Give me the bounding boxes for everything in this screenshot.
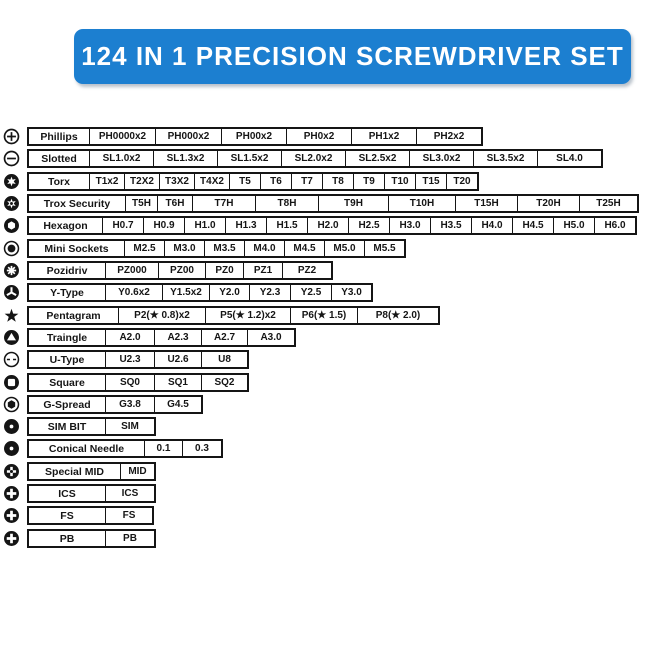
bit-size-cell: M2.5 [124,241,164,256]
bit-size-cell: M3.0 [164,241,204,256]
bit-size-cell: H1.3 [225,218,266,233]
bit-strip [27,127,483,146]
bit-size-cell: Y2.5 [290,285,331,300]
bit-size-cell: 0.3 [182,441,221,456]
bit-type-label: Square [49,376,85,389]
bit-strip [27,306,440,325]
bit-size-cell: P8(★ 2.0) [357,308,438,323]
bit-size-cell: M5.5 [364,241,404,256]
bit-strip [27,439,223,458]
bit-size-cell: U2.3 [105,352,154,367]
bit-size-cell: U8 [201,352,247,367]
bit-type-label: Slotted [41,152,77,165]
bit-type-label: SIM BIT [47,420,87,433]
bit-size-cell: PZ2 [282,263,331,278]
bit-size-cell: T20 [446,174,477,189]
bit-size-cell: PB [105,531,154,546]
bit-size-cell: SL1.3x2 [153,151,217,166]
bit-size-cell: P2(★ 0.8)x2 [118,308,205,323]
bit-size-cell: T3X2 [159,174,194,189]
bit-strip [27,283,373,302]
bit-strip [27,216,637,235]
bit-strip [27,328,296,347]
bit-size-cell: H3.5 [430,218,471,233]
bit-size-cell: T5 [229,174,260,189]
bit-type-label: G-Spread [43,398,91,411]
phillips-filled-icon [3,530,20,547]
bit-type-label: Pozidriv [46,264,88,277]
bit-size-cell: SQ2 [201,375,247,390]
bit-size-cell: SL1.0x2 [89,151,153,166]
bit-size-cell: SL2.5x2 [345,151,409,166]
bit-strip [27,506,154,525]
bit-size-cell: H2.0 [307,218,348,233]
bit-size-cell: H2.5 [348,218,389,233]
bit-size-cell: PZ000 [105,263,158,278]
bit-size-cell: T10 [384,174,415,189]
bit-strip [27,172,479,191]
bit-type-label: Conical Needle [48,442,125,455]
bit-type-label: ICS [58,487,76,500]
bit-size-cell: T2X2 [124,174,159,189]
bit-size-cell: H4.0 [471,218,512,233]
bit-size-cell: H0.9 [143,218,184,233]
pentagram-icon [3,307,20,324]
bit-size-cell: SIM [105,419,154,434]
bit-strip [27,395,203,414]
bit-size-cell: H3.0 [389,218,430,233]
bit-size-cell: U2.6 [154,352,201,367]
mini-socket-icon [3,240,20,257]
bit-size-cell: ICS [105,486,154,501]
page-title: 124 IN 1 PRECISION SCREWDRIVER SET [81,41,624,71]
bit-size-cell: P5(★ 1.2)x2 [205,308,290,323]
u-type-icon [3,351,20,368]
bit-type-label: Torx [48,175,70,188]
bit-size-cell: M4.0 [244,241,284,256]
bit-size-cell: A2.3 [154,330,201,345]
bit-size-cell: PZ00 [158,263,205,278]
bit-size-cell: T9H [318,196,388,211]
bit-size-cell: 0.1 [144,441,182,456]
bit-type-label: Mini Sockets [44,242,109,255]
phillips-filled-icon [3,485,20,502]
bit-size-cell: T4X2 [194,174,229,189]
hexagon-icon [3,217,20,234]
bit-size-cell: P6(★ 1.5) [290,308,357,323]
bit-type-label: FS [60,509,74,522]
bit-size-cell: T15 [415,174,446,189]
bit-size-cell: T15H [455,196,517,211]
bit-size-cell: T8H [255,196,318,211]
bit-size-cell: H6.0 [594,218,635,233]
bit-size-cell: PH000x2 [155,129,221,144]
bit-size-cell: Y0.6x2 [105,285,162,300]
bit-size-cell: Y2.0 [209,285,249,300]
bit-size-cell: A2.7 [201,330,247,345]
bit-size-cell: T6 [260,174,291,189]
bit-type-label: U-Type [49,353,85,366]
phillips-icon [3,128,20,145]
bit-strip [27,462,156,481]
bit-size-cell: M5.0 [324,241,364,256]
bit-strip [27,149,603,168]
title-banner [74,29,631,84]
bit-size-cell: SL1.5x2 [217,151,281,166]
bit-size-cell: T10H [388,196,455,211]
bit-size-cell: T8 [322,174,353,189]
bit-size-cell: M3.5 [204,241,244,256]
sim-bit-icon [3,418,20,435]
y-type-icon [3,284,20,301]
bit-size-cell: H0.7 [102,218,143,233]
bit-size-cell: PH0x2 [286,129,351,144]
phillips-filled-icon [3,507,20,524]
bit-strip [27,373,249,392]
pozidriv-icon [3,262,20,279]
square-icon [3,374,20,391]
slotted-icon [3,150,20,167]
bit-size-cell: T1x2 [89,174,124,189]
bit-size-cell: Y2.3 [249,285,290,300]
g-spread-icon [3,396,20,413]
triangle-icon [3,329,20,346]
bit-size-cell: H1.0 [184,218,225,233]
bit-type-label: Traingle [46,331,88,344]
bit-size-cell: SQ0 [105,375,154,390]
bit-size-cell: T6H [157,196,192,211]
bit-size-cell: PH1x2 [351,129,416,144]
bit-size-cell: PZ0 [205,263,243,278]
bit-size-cell: A2.0 [105,330,154,345]
bit-strip [27,350,249,369]
bit-size-cell: T25H [579,196,637,211]
bit-strip [27,194,639,213]
bit-strip [27,484,156,503]
bit-size-cell: PZ1 [243,263,282,278]
bit-size-cell: H5.0 [553,218,594,233]
bit-size-cell: SL2.0x2 [281,151,345,166]
bit-size-cell: T7H [192,196,255,211]
bit-size-cell: H4.5 [512,218,553,233]
bit-size-cell: PH2x2 [416,129,481,144]
torx-icon [3,173,20,190]
bit-size-cell: A3.0 [247,330,294,345]
bit-size-cell: G4.5 [154,397,201,412]
bit-size-cell: FS [105,508,152,523]
torx-security-icon [3,195,20,212]
special-mid-icon [3,463,20,480]
bit-type-label: Trox Security [43,197,111,210]
bit-size-cell: H1.5 [266,218,307,233]
bit-size-cell: T20H [517,196,579,211]
bit-size-cell: SL3.5x2 [473,151,537,166]
bit-size-cell: SQ1 [154,375,201,390]
bit-type-label: Pentagram [46,309,101,322]
bit-type-label: Special MID [45,465,104,478]
bit-size-cell: PH00x2 [221,129,286,144]
bit-size-cell: Y3.0 [331,285,371,300]
bit-strip [27,261,333,280]
conical-needle-icon [3,440,20,457]
bit-strip [27,417,156,436]
bit-size-cell: MID [120,464,154,479]
bit-type-label: Y-Type [50,286,84,299]
bit-type-label: PB [59,532,75,545]
bit-type-label: Hexagon [43,219,88,232]
bit-size-cell: T9 [353,174,384,189]
bit-size-cell: SL3.0x2 [409,151,473,166]
bit-strip [27,239,406,258]
bit-strip [27,529,156,548]
bit-size-cell: T5H [125,196,157,211]
bit-size-cell: PH0000x2 [89,129,155,144]
bit-size-cell: T7 [291,174,322,189]
bit-size-cell: M4.5 [284,241,324,256]
bit-type-label: Phillips [40,130,78,143]
bit-size-cell: G3.8 [105,397,154,412]
bit-size-cell: Y1.5x2 [162,285,209,300]
bit-size-cell: SL4.0 [537,151,601,166]
